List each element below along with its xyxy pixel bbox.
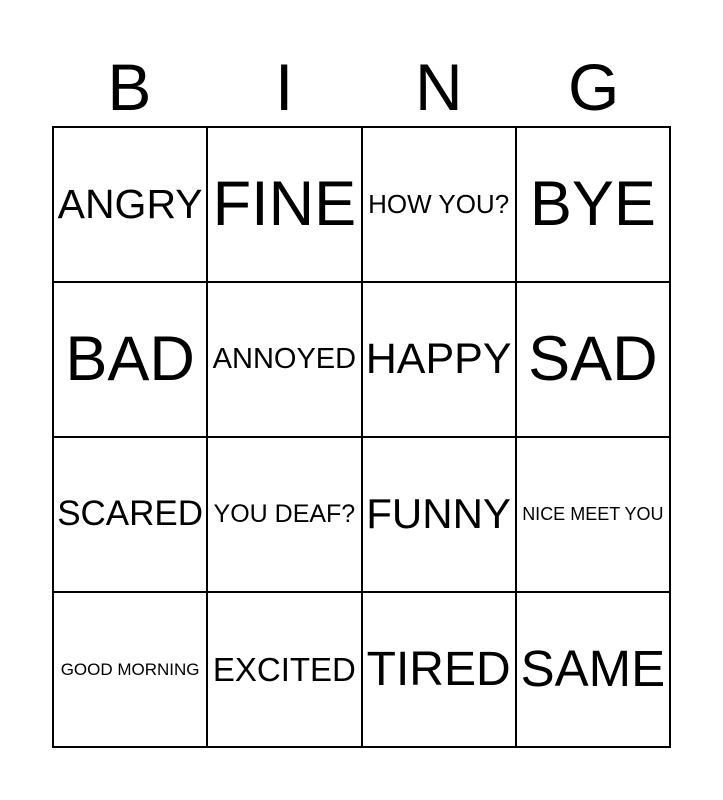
cell-label: ANGRY <box>57 180 203 227</box>
bingo-cell[interactable] <box>207 282 361 437</box>
cell-label: HAPPY <box>365 334 512 383</box>
bingo-cell[interactable] <box>362 592 516 747</box>
cell-label: BAD <box>65 324 195 395</box>
cell-label: SAME <box>520 640 666 698</box>
cell-label: HOW YOU? <box>368 188 510 219</box>
header-letter-i: I <box>274 50 294 124</box>
cell-label: SAD <box>528 324 658 395</box>
bingo-grid <box>52 126 671 748</box>
cell-label: FINE <box>212 169 357 240</box>
cell-label: TIRED <box>366 642 511 696</box>
cell-label: NICE MEET YOU <box>522 504 664 525</box>
header-letter-g: G <box>567 50 620 124</box>
bingo-cell[interactable] <box>516 437 670 592</box>
cell-label: BYE <box>529 169 656 240</box>
cell-label: GOOD MORNING <box>60 659 200 679</box>
bingo-cell[interactable] <box>53 437 207 592</box>
bingo-header <box>52 44 671 124</box>
bingo-cell[interactable] <box>53 592 207 747</box>
bingo-cell[interactable] <box>362 282 516 437</box>
bingo-cell[interactable] <box>516 592 670 747</box>
bingo-cell[interactable] <box>516 127 670 282</box>
cell-label: YOU DEAF? <box>213 500 356 529</box>
cell-label: FUNNY <box>366 490 511 538</box>
header-letter-n: N <box>415 50 463 124</box>
cell-label: SCARED <box>57 494 204 534</box>
bingo-cell[interactable] <box>53 282 207 437</box>
bingo-cell[interactable] <box>207 592 361 747</box>
bingo-cell[interactable] <box>362 127 516 282</box>
cell-label: ANNOYED <box>212 342 357 375</box>
cell-label: EXCITED <box>212 650 356 688</box>
header-letter-b: B <box>107 50 152 124</box>
bingo-cell[interactable] <box>516 282 670 437</box>
bingo-cell[interactable] <box>53 127 207 282</box>
bingo-cell[interactable] <box>207 437 361 592</box>
bingo-cell[interactable] <box>207 127 361 282</box>
bingo-cell[interactable] <box>362 437 516 592</box>
